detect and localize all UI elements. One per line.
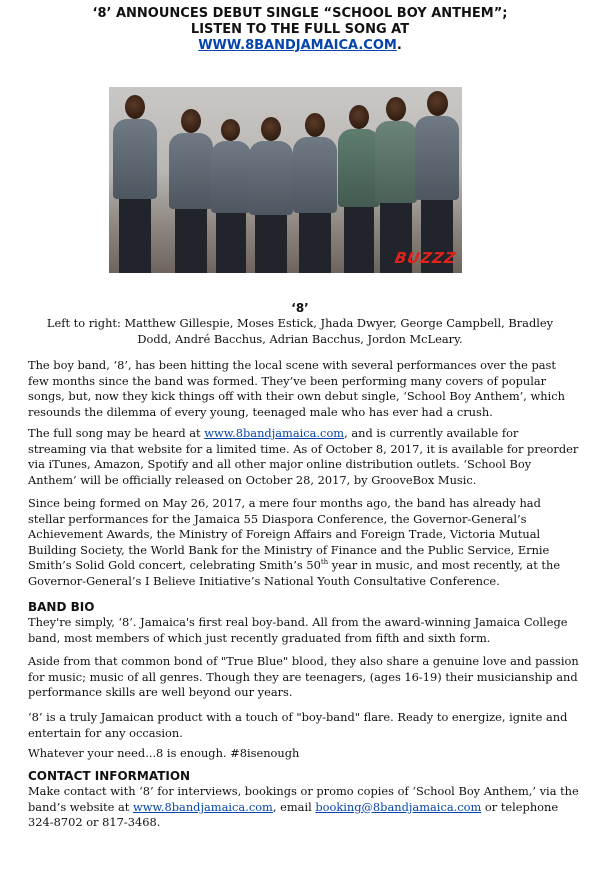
contact-website-link[interactable]: www.8bandjamaica.com [133, 799, 273, 814]
paragraph-text: The boy band, ‘8’, has been hitting the local scene with several performances over the past few months since the band was formed. They’ve been performing many covers of popular songs, but, now they kick things off with their own debut single, ‘School Boy Anthem’, which resounds the dilemma of every young, teenaged male who has ever had a crush. [28, 358, 565, 419]
bio-paragraph-1 [28, 615, 580, 646]
headline [40, 6, 560, 54]
photo-caption: Left to right: Matthew Gillespie, Moses Estick, Jhada Dwyer, George Campbell, Bradley Dodd, André Bacchus, Adrian Bacchus, Jordon McLeary. [46, 316, 554, 346]
paragraph-text: Since being formed on May 26, 2017, a mere four months ago, the band has already had stellar performances for the Jamaica 55 Diaspora Conference, the Governor-General’s Achievement Awards, the Ministry of Foreign Affairs and Foreign Trade, Victoria Mutual Building Society, the World Bank for the Ministry of Finance and the Public Service, Ernie Smith’s Solid Gold concert, celebrating Smith’s 50 [28, 496, 550, 572]
paragraph-text: They're simply, ‘8’. Jamaica's first real boy-band. All from the award-winning Jamaica College band, most members of which just recently graduated from fifth and sixth form. [28, 615, 568, 645]
contact-paragraph [28, 784, 580, 831]
headline-period: . [396, 38, 402, 53]
band-member-figure [111, 87, 159, 273]
paragraph-text: Whatever your need...8 is enough. #8isenough [28, 746, 300, 760]
band-member-figure [247, 87, 295, 273]
band-member-figure [167, 87, 215, 273]
bio-paragraph-4 [28, 746, 580, 762]
band-member-figure [291, 87, 339, 273]
photo-caption-title: ‘8’ [291, 301, 309, 315]
headline-line-1: ‘8’ ANNOUNCES DEBUT SINGLE “SCHOOL BOY ANTHEM”; [92, 6, 508, 21]
paragraph-text: , and is currently available for streaming via that website for a limited time. As of October 8, 2017, it is available for preorder via iTunes, Amazon, Spotify and all other major online distribution outlets. ‘School Boy Anthem’ will be officially released on October 28, 2017, by GrooveBox Music. [28, 426, 579, 487]
paragraph-text: year in music, and most recently, at the Governor-General’s I Believe Initiative’s National Youth Consultative Conference. [28, 558, 561, 588]
release-paragraph [28, 426, 580, 488]
bio-paragraph-3 [28, 710, 580, 741]
contact-email-link[interactable]: booking@8bandjamaica.com [315, 799, 482, 814]
photo-watermark-logo: BUZZZ [393, 249, 458, 267]
paragraph-text: Aside from that common bond of "True Blue" blood, they also share a genuine love and passion for music; music of all genres. Though they are teenagers, (ages 16-19) their musicianship and performance skills are well beyond our years. [28, 654, 579, 699]
contact-heading: CONTACT INFORMATION [28, 769, 191, 783]
band-bio-heading: BAND BIO [28, 600, 95, 614]
paragraph-text: , email [272, 799, 316, 814]
paragraph-text: or telephone 324-8702 or 817-3468. [28, 799, 559, 829]
paragraph-text: ‘8’ is a truly Jamaican product with a touch of "boy-band" flare. Ready to energize, ignite and entertain for any occasion. [28, 710, 568, 740]
headline-line-2: LISTEN TO THE FULL SONG AT [190, 22, 410, 37]
superscript-th: th [320, 558, 329, 567]
website-link[interactable]: www.8bandjamaica.com [204, 426, 345, 440]
headline-website-link[interactable]: WWW.8BANDJAMAICA.COM [198, 38, 397, 53]
intro-paragraph [28, 358, 580, 420]
paragraph-text: Make contact with ‘8’ for interviews, bookings or promo copies of ‘School Boy Anthem,’ via the band’s website at [28, 784, 579, 814]
headline-line-3 [40, 38, 560, 54]
band-member-figure [413, 87, 461, 273]
bio-paragraph-2 [28, 654, 580, 701]
band-photo [109, 87, 462, 273]
paragraph-text: The full song may be heard at [28, 426, 205, 440]
performances-paragraph [28, 496, 580, 589]
